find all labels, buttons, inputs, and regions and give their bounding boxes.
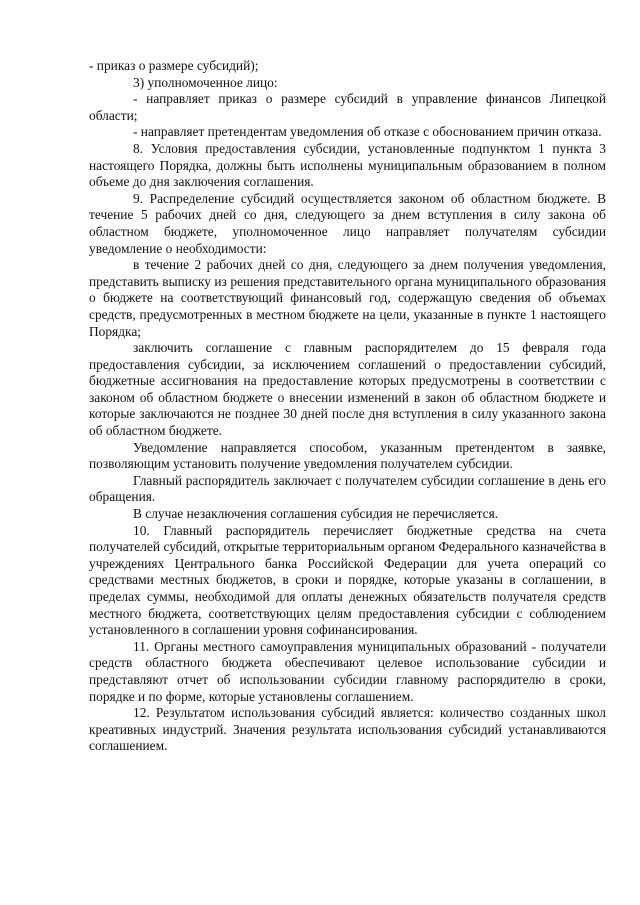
paragraph-order-size-item: - приказ о размере субсидий);: [89, 58, 259, 73]
paragraph-no-agreement: В случае незаключения соглашения субсидия не перечисляется.: [133, 506, 499, 522]
paragraph-clause-8: 8. Условия предоставления субсидии, установленные подпунктом 1 пункта 3 настоящего Порядка, должны быть исполнены муниципальным образованием в полном объеме до дня заключения соглашения.: [89, 140, 606, 190]
paragraph-clause-9-agreement: заключить соглашение с главным распорядителем до 15 февраля года предоставления субсидии, за исключением соглашений о предоставлении субсидий, бюджетные ассигнования на предоставление которых предусмотрены в соответствии с законом об областном бюджете о внесении изменений в закон об областном бюджете и которые заключаются не позднее 30 дней после дня вступления в силу указанного закона об областном бюджете.: [89, 340, 606, 439]
paragraph-clause-9-extract: в течение 2 рабочих дней со дня, следующего за днем получения уведомления, представить выписку из решения представительного органа муниципального образования о бюджете на соответствующий финансовый год, содержащую сведения об объемах средств, предусмотренных в местном бюджете на цели, указанные в пункте 1 настоящего Порядка;: [89, 257, 606, 339]
paragraph-sends-order: - направляет приказ о размере субсидий в управление финансов Липецкой области;: [89, 91, 606, 123]
paragraph-clause-9: 9. Распределение субсидий осуществляется законом об областном бюджете. В течение 5 рабочих дней со дня, следующего за днем вступления в силу закона об областном бюджете, уполномоченное лицо направляет получателям субсидии уведомление о необходимости:: [89, 190, 606, 256]
paragraph-clause-10: 10. Главный распорядитель перечисляет бюджетные средства на счета получателей субсидий, открытые территориальным органом Федерального казначейства в учреждениях Центрального банка Российской Федерации для учета операций со средствами местных бюджетов, в сроки и порядке, которые указаны в соглашении, в пределах суммы, необходимой для оплаты денежных обязательств получателя средств местного бюджета, соответствующих целям предоставления субсидии с соблюдением установленного в соглашении уровня софинансирования.: [89, 522, 606, 638]
paragraph-clause-12: 12. Результатом использования субсидий является: количество созданных школ креативных индустрий. Значения результата использования субсидий устанавливаются соглашением.: [89, 705, 606, 754]
paragraph-sends-refusal: - направляет претендентам уведомления об отказе с обоснованием причин отказа.: [133, 124, 602, 140]
paragraph-agreement-day: Главный распорядитель заключает с получателем субсидии соглашение в день его обращения.: [89, 472, 606, 505]
paragraph-authorized-person: 3) уполномоченное лицо:: [133, 74, 278, 90]
document-page: [89, 58, 606, 755]
paragraph-notification-method: Уведомление направляется способом, указанным претендентом в заявке, позволяющим установить получение уведомления получателем субсидии.: [89, 439, 606, 472]
paragraph-clause-11: 11. Органы местного самоуправления муниципальных образований - получатели средств областного бюджета обеспечивают целевое использование субсидии и представляют отчет об использовании субсидии главному распорядителю в сроки, порядке и по форме, которые установлены соглашением.: [89, 638, 606, 704]
